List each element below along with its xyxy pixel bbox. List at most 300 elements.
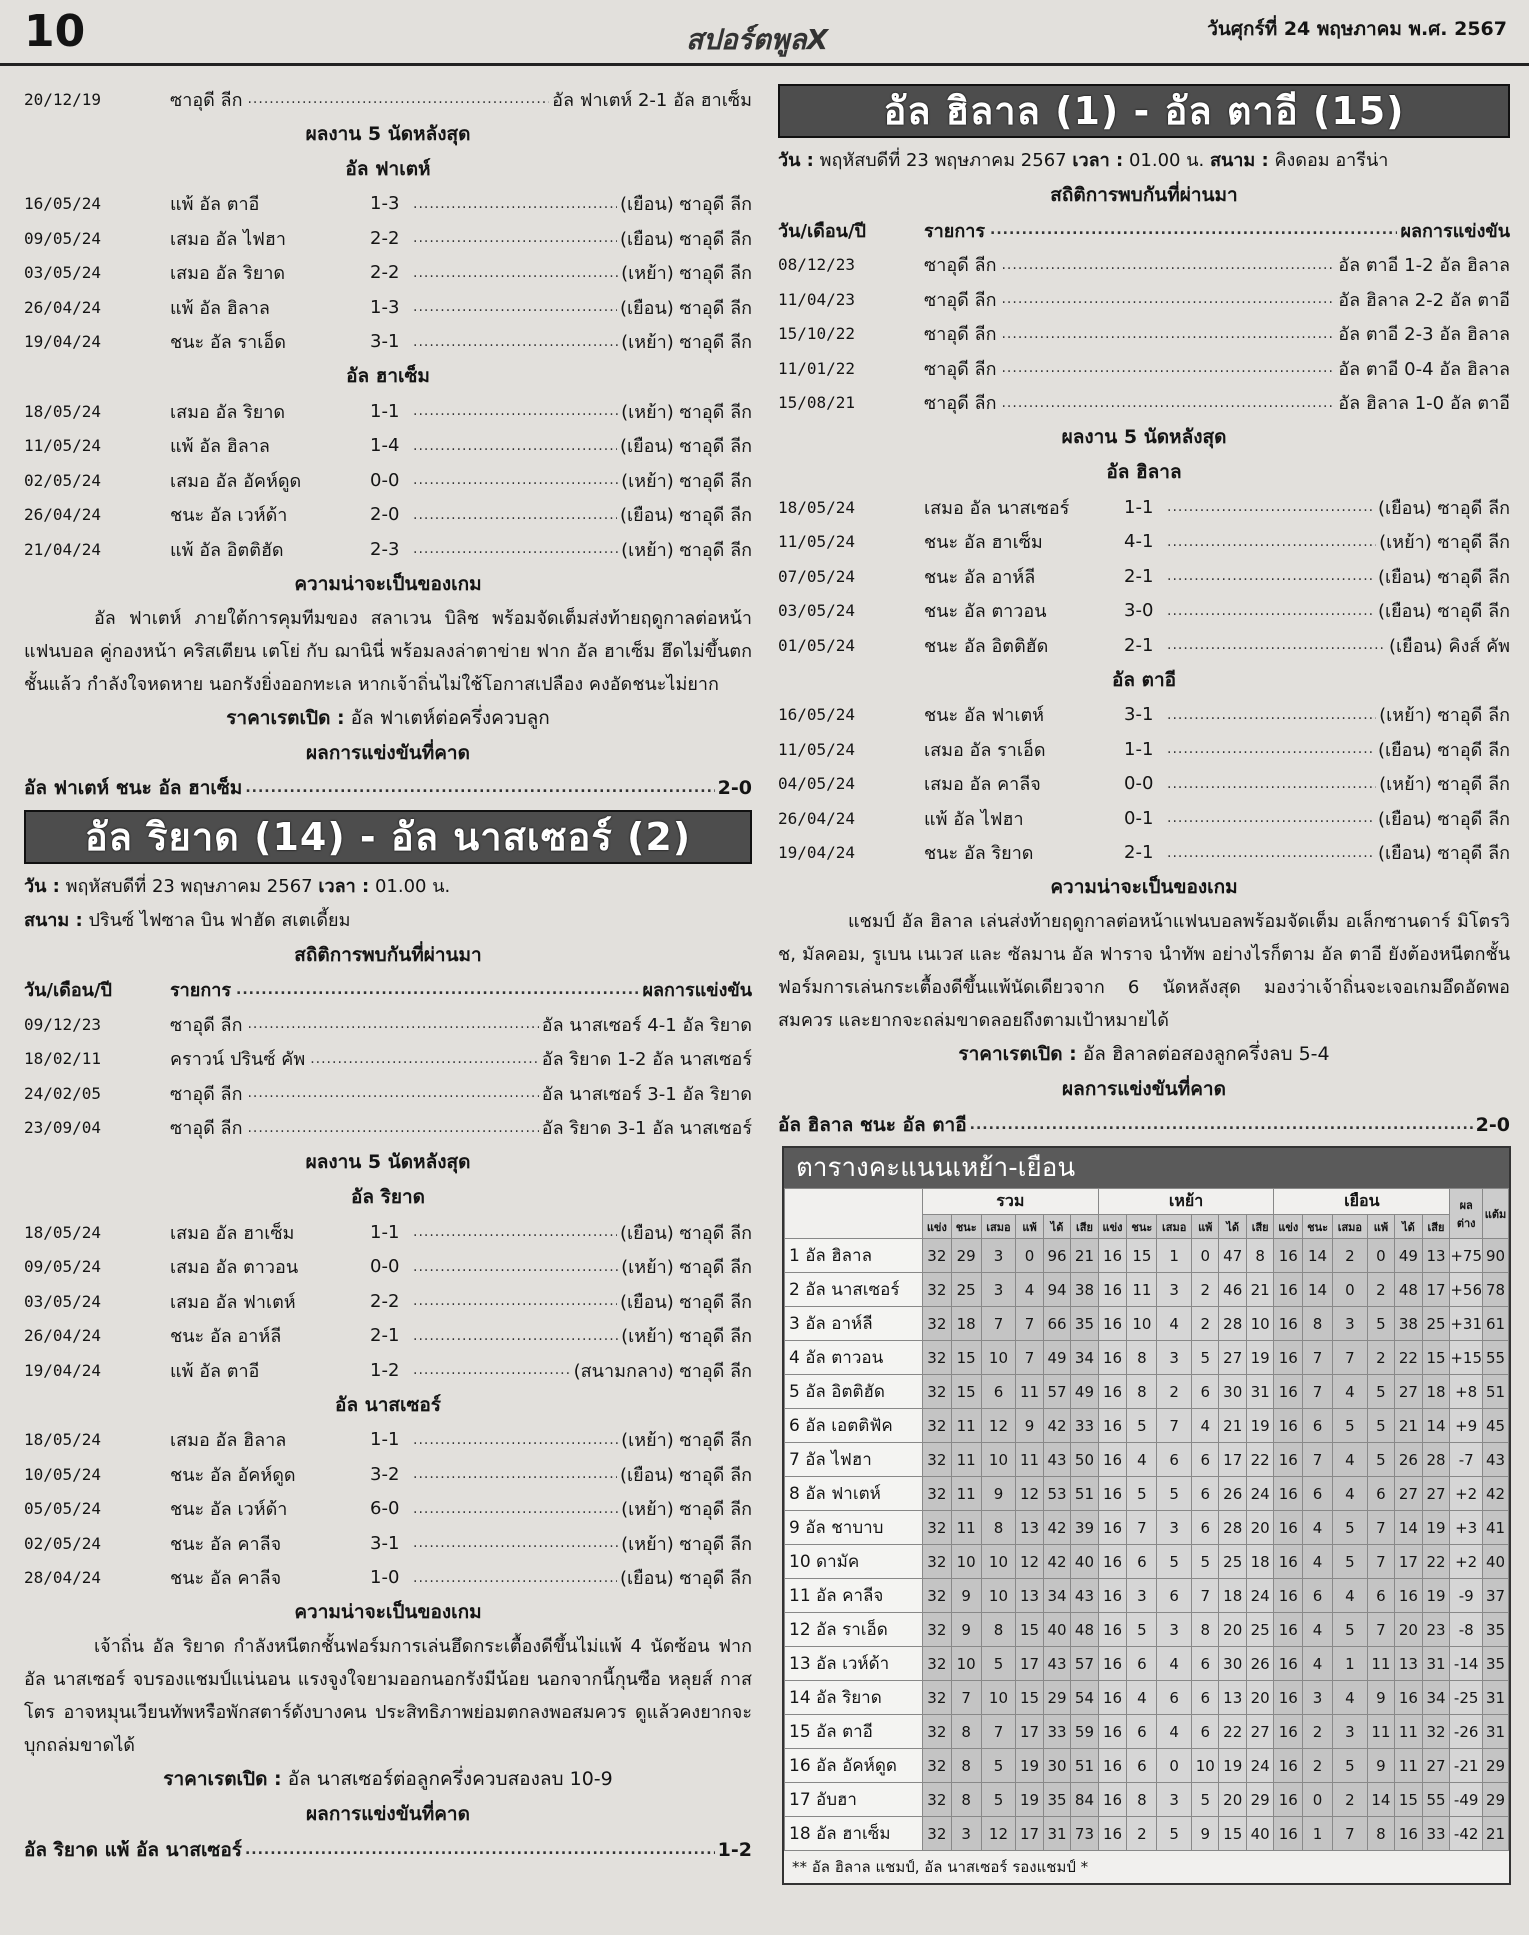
subcol-header: แพ้ <box>1016 1215 1043 1239</box>
subcol-header: แพ้ <box>1192 1215 1219 1239</box>
stat-cell: 17 <box>1016 1817 1043 1851</box>
stat-cell: 20 <box>1246 1681 1273 1715</box>
stat-cell: 29 <box>1246 1783 1273 1817</box>
stat-cell: 16 <box>1274 1681 1303 1715</box>
stat-cell: 32 <box>923 1341 952 1375</box>
h2h-row <box>24 1076 752 1111</box>
stat-cell: 5 <box>1192 1783 1219 1817</box>
stat-cell: 31 <box>1043 1817 1070 1851</box>
stat-cell: 21 <box>1246 1273 1273 1307</box>
match-score: 2-2 <box>370 262 400 284</box>
match-score: 1-3 <box>370 193 400 215</box>
h2h-row: 20/12/19 ซาอุดี ลีก ..... อัล ฟาเตห์ 2-1 อัล ฮาเซ็ม <box>24 82 752 117</box>
points: 40 <box>1483 1545 1509 1579</box>
match-result: เสมอ อัล ฟาเตห์ <box>170 1291 296 1313</box>
form-list <box>778 490 1510 663</box>
match-venue-comp: (เหย้า) ซาอุดี ลีก <box>621 1499 752 1521</box>
stat-cell: 16 <box>1098 1817 1127 1851</box>
table-row <box>785 1511 1509 1545</box>
stat-cell: 3 <box>1157 1783 1192 1817</box>
stat-cell: 4 <box>1303 1647 1333 1681</box>
stat-cell: 16 <box>1274 1443 1303 1477</box>
probability-text: อัล ฟาเตห์ ภายใต้การคุมทีมของ สลาเวน บิลิช พร้อมจัดเต็มส่งท้ายฤดูกาลต่อหน้าแฟนบอล คู่กองหน้า คริสเตียน เตโย่ กับ ฌานินี่ พร้อมลงล่าตาข่าย ฟาก อัล ฮาเซ็ม ฮึดไม่ขึ้นตกชั้นแล้ว กำลังใจหดหาย นอกรังยิ่งออกทะเล หากเจ้าถิ่นไม่ใช้โอกาสเปลือง คงอัดชนะไม่ยาก <box>24 607 752 695</box>
team-name: 5 อัล อิตติฮัด <box>785 1375 923 1409</box>
match-score: 1-0 <box>370 1567 400 1589</box>
match-score: 3-1 <box>370 331 400 353</box>
match-banner: อัล ฮิลาล (1) - อัล ตาอี (15) <box>778 84 1510 138</box>
stat-cell: 7 <box>1016 1341 1043 1375</box>
goal-diff: -21 <box>1450 1749 1483 1783</box>
stat-cell: 1 <box>1303 1817 1333 1851</box>
stat-cell: 8 <box>951 1783 981 1817</box>
stat-cell: 4 <box>1333 1443 1368 1477</box>
table-row <box>785 1647 1509 1681</box>
prediction-title: ผลการแข่งขันที่คาด <box>306 741 470 764</box>
stat-cell: 27 <box>1219 1341 1246 1375</box>
stat-cell: 1 <box>1333 1647 1368 1681</box>
match-date: 02/05/24 <box>24 470 102 490</box>
goal-diff: -9 <box>1450 1579 1483 1613</box>
stat-cell: 19 <box>1246 1341 1273 1375</box>
stat-cell: 49 <box>1043 1341 1070 1375</box>
stat-cell: 16 <box>1395 1579 1422 1613</box>
stat-cell: 5 <box>981 1749 1016 1783</box>
stat-cell: 11 <box>1127 1273 1157 1307</box>
stat-cell: 53 <box>1043 1477 1070 1511</box>
h2h-result: อัล ริยาด 3-1 อัล นาสเซอร์ <box>541 1118 752 1140</box>
h2h-result: อัล ฮิลาล 1-0 อัล ตาอี <box>1338 393 1510 415</box>
h2h-list <box>778 248 1510 421</box>
match-score: 3-1 <box>1124 704 1154 726</box>
stat-cell: 46 <box>1219 1273 1246 1307</box>
stat-cell: 19 <box>1219 1749 1246 1783</box>
stat-cell: 48 <box>1071 1613 1098 1647</box>
points: 29 <box>1483 1749 1509 1783</box>
match-venue-comp: (เยือน) ซาอุดี ลีก <box>619 505 752 527</box>
stat-cell: 9 <box>1367 1749 1394 1783</box>
h2h-competition: ซาอุดี ลีก <box>170 1014 243 1036</box>
h2h-row <box>24 1042 752 1077</box>
match-venue-comp: (เยือน) ซาอุดี ลีก <box>1377 566 1510 588</box>
stat-cell: 5 <box>1367 1409 1394 1443</box>
team-name: 11 อัล คาลีจ <box>785 1579 923 1613</box>
prediction-title: ผลการแข่งขันที่คาด <box>306 1803 470 1825</box>
table-row <box>785 1817 1509 1851</box>
match-date: 01/05/24 <box>778 635 856 655</box>
stat-cell: 25 <box>1246 1613 1273 1647</box>
stat-cell: 16 <box>1274 1715 1303 1749</box>
match-venue-comp: (เยือน) ซาอุดี ลีก <box>1377 739 1510 761</box>
match-result: แพ้ อัล ฮิลาล <box>170 297 270 319</box>
form-row <box>24 463 752 498</box>
form-row <box>778 525 1510 560</box>
stat-cell: 6 <box>1192 1375 1219 1409</box>
opening-odds: ราคาเรตเปิด : อัล นาสเซอร์ต่อลูกครึ่งควบสองลบ 10-9 <box>163 1768 613 1790</box>
points: 42 <box>1483 1477 1509 1511</box>
h2h-result: อัล ริยาด 1-2 อัล นาสเซอร์ <box>541 1049 752 1071</box>
stat-cell: 5 <box>1157 1477 1192 1511</box>
stat-cell: 2 <box>1192 1273 1219 1307</box>
probability-text: เจ้าถิ่น อัล ริยาด กำลังหนีตกชั้นฟอร์มการเล่นฮึดกระเตื้องดีขึ้นไม่แพ้ 4 นัดซ้อน ฟาก อัล นาสเซอร์ จบรองแชมป์แน่นอน แรงจูงใจยามออกนอกรังมีน้อย นอกจากนี้กุนซือ หลุยส์ กาสโตร อาจหมุนเวียนทัพหรือพักสตาร์ดังบางคน ประสิทธิภาพย่อมตกลงพอสมควร ดูแล้วคงยากจะบุกถล่มขาดได้ <box>24 1636 752 1756</box>
stat-cell: 6 <box>1192 1681 1219 1715</box>
stat-cell: 8 <box>1192 1613 1219 1647</box>
form-row <box>24 1215 752 1250</box>
prediction: อัล ริยาด แพ้ อัล นาสเซอร์ ..... 1-2 <box>24 1832 752 1867</box>
points: 90 <box>1483 1239 1509 1273</box>
stat-cell: 96 <box>1043 1239 1070 1273</box>
stat-cell: 16 <box>1098 1715 1127 1749</box>
stat-cell: 5 <box>1367 1375 1394 1409</box>
match-result: เสมอ อัล ตาวอน <box>170 1257 299 1279</box>
stat-cell: 7 <box>1303 1375 1333 1409</box>
match-venue-comp: (เหย้า) ซาอุดี ลีก <box>621 539 752 561</box>
stat-cell: 3 <box>1303 1681 1333 1715</box>
match-venue-comp: (เหย้า) ซาอุดี ลีก <box>1379 532 1510 554</box>
stat-cell: 94 <box>1043 1273 1070 1307</box>
match-venue-comp: (เยือน) ซาอุดี ลีก <box>1377 808 1510 830</box>
match-banner: อัล ริยาด (14) - อัล นาสเซอร์ (2) <box>24 810 752 864</box>
stat-cell: 6 <box>1127 1647 1157 1681</box>
prediction-title: ผลการแข่งขันที่คาด <box>1062 1078 1226 1100</box>
stat-cell: 10 <box>1192 1749 1219 1783</box>
stat-cell: 3 <box>951 1817 981 1851</box>
stat-cell: 16 <box>1098 1613 1127 1647</box>
match-score: 6-0 <box>370 1498 400 1520</box>
stat-cell: 15 <box>1016 1613 1043 1647</box>
form-row <box>24 290 752 325</box>
form-row <box>24 1250 752 1285</box>
stat-cell: 3 <box>1157 1341 1192 1375</box>
stat-cell: 5 <box>1127 1613 1157 1647</box>
match-venue-comp: (เยือน) ซาอุดี ลีก <box>1377 497 1510 519</box>
h2h-competition: ซาอุดี ลีก <box>924 289 997 311</box>
stat-cell: 40 <box>1043 1613 1070 1647</box>
h2h-result: อัล ตาอี 2-3 อัล ฮิลาล <box>1338 324 1510 346</box>
stat-cell: 17 <box>1395 1545 1422 1579</box>
stat-cell: 8 <box>981 1613 1016 1647</box>
stat-cell: 10 <box>981 1545 1016 1579</box>
prediction: อัล ฮิลาล ชนะ อัล ตาอี ..... 2-0 <box>778 1107 1510 1142</box>
match-venue: สนาม : ปรินซ์ ไฟซาล บิน ฟาฮัด สเตเดี้ยม <box>24 909 351 931</box>
stat-cell: 32 <box>923 1307 952 1341</box>
stat-cell: 16 <box>1098 1375 1127 1409</box>
match-score: 2-1 <box>370 1325 400 1347</box>
match-result: เสมอ อัล อัคห์ดูด <box>170 470 302 492</box>
stat-cell: 49 <box>1071 1375 1098 1409</box>
stat-cell: 16 <box>1098 1545 1127 1579</box>
stat-cell: 43 <box>1071 1579 1098 1613</box>
stat-cell: 0 <box>1333 1273 1368 1307</box>
table-row <box>785 1545 1509 1579</box>
prediction: อัล ฟาเตห์ ชนะ อัล ฮาเซ็ม ..... 2-0 <box>24 771 752 806</box>
team-name: 2 อัล นาสเซอร์ <box>785 1273 923 1307</box>
stat-cell: 0 <box>1192 1239 1219 1273</box>
form-row <box>778 628 1510 663</box>
h2h-result: อัล ฮิลาล 2-2 อัล ตาอี <box>1338 289 1510 311</box>
match-score: 1-1 <box>370 1221 400 1243</box>
table-row <box>785 1239 1509 1273</box>
match-venue-comp: (เหย้า) ซาอุดี ลีก <box>621 1326 752 1348</box>
match-venue-comp: (เยือน) ซาอุดี ลีก <box>619 436 752 458</box>
left-column <box>24 82 752 1867</box>
stat-cell: 17 <box>1016 1647 1043 1681</box>
match-date: 09/05/24 <box>24 228 102 248</box>
stat-cell: 10 <box>981 1341 1016 1375</box>
stat-cell: 16 <box>1274 1579 1303 1613</box>
points: 41 <box>1483 1511 1509 1545</box>
match-date: 11/05/24 <box>778 532 856 552</box>
points: 78 <box>1483 1273 1509 1307</box>
goal-diff: -26 <box>1450 1715 1483 1749</box>
stat-cell: 8 <box>1127 1341 1157 1375</box>
match-score: 2-2 <box>370 227 400 249</box>
match-venue-comp: (เยือน) ซาอุดี ลีก <box>619 1291 752 1313</box>
form-row <box>24 221 752 256</box>
stat-cell: 5 <box>1157 1545 1192 1579</box>
stat-cell: 57 <box>1071 1647 1098 1681</box>
stat-cell: 4 <box>1157 1715 1192 1749</box>
stat-cell: 7 <box>1367 1613 1394 1647</box>
stat-cell: 17 <box>1219 1443 1246 1477</box>
form-row <box>24 429 752 464</box>
h2h-competition: ซาอุดี ลีก <box>924 324 997 346</box>
stat-cell: 18 <box>1422 1375 1450 1409</box>
stat-cell: 4 <box>1127 1681 1157 1715</box>
stat-cell: 19 <box>1422 1511 1450 1545</box>
points: 35 <box>1483 1613 1509 1647</box>
stat-cell: 11 <box>951 1477 981 1511</box>
stat-cell: 16 <box>1395 1681 1422 1715</box>
stat-cell: 42 <box>1043 1545 1070 1579</box>
table-row <box>785 1341 1509 1375</box>
standings-footnote: ** อัล ฮิลาล แชมป์, อัล นาสเซอร์ รองแชมป์ * <box>792 1858 1089 1876</box>
stat-cell: 3 <box>1157 1273 1192 1307</box>
match-date: 04/05/24 <box>778 774 856 794</box>
stat-cell: 13 <box>1016 1511 1043 1545</box>
stat-cell: 5 <box>981 1783 1016 1817</box>
match-date: 26/04/24 <box>24 297 102 317</box>
table-row <box>785 1443 1509 1477</box>
form-row <box>24 1423 752 1458</box>
stat-cell: 25 <box>951 1273 981 1307</box>
stat-cell: 6 <box>1127 1749 1157 1783</box>
stat-cell: 13 <box>1219 1681 1246 1715</box>
match-date: 03/05/24 <box>24 263 102 283</box>
stat-cell: 14 <box>1422 1409 1450 1443</box>
h2h-header: วัน/เดือน/ปี รายการ ..... ผลการแข่งขัน <box>24 973 752 1008</box>
stat-cell: 6 <box>1367 1579 1394 1613</box>
stat-cell: 32 <box>923 1579 952 1613</box>
stat-cell: 2 <box>1303 1715 1333 1749</box>
goal-diff: -49 <box>1450 1783 1483 1817</box>
stat-cell: 8 <box>951 1715 981 1749</box>
stat-cell: 0 <box>1303 1783 1333 1817</box>
stat-cell: 6 <box>1192 1477 1219 1511</box>
match-result: แพ้ อัล ไฟฮา <box>924 808 1024 830</box>
stat-cell: 10 <box>1246 1307 1273 1341</box>
match-date: 11/05/24 <box>778 739 856 759</box>
goal-diff: +2 <box>1450 1545 1483 1579</box>
match-date: 19/04/24 <box>24 332 102 352</box>
stat-cell: 3 <box>1333 1307 1368 1341</box>
form-list <box>24 187 752 360</box>
stat-cell: 24 <box>1246 1749 1273 1783</box>
stat-cell: 6 <box>1192 1715 1219 1749</box>
match-score: 1-1 <box>370 1429 400 1451</box>
match-venue-comp: (เยือน) ซาอุดี ลีก <box>619 1568 752 1590</box>
stat-cell: 18 <box>951 1307 981 1341</box>
stat-cell: 16 <box>1274 1239 1303 1273</box>
stat-cell: 16 <box>1274 1409 1303 1443</box>
h2h-date: 15/10/22 <box>778 324 856 344</box>
group-total: รวม <box>923 1189 1099 1215</box>
stat-cell: 12 <box>981 1817 1016 1851</box>
team-name: 13 อัล เวห์ด้า <box>785 1647 923 1681</box>
match-result: ชนะ อัล ฮาเซ็ม <box>924 532 1043 554</box>
team-name: 15 อัล ตาอี <box>785 1715 923 1749</box>
table-row <box>785 1307 1509 1341</box>
form-list <box>24 1215 752 1388</box>
table-row <box>785 1409 1509 1443</box>
match-score: 2-0 <box>370 504 400 526</box>
stat-cell: 4 <box>1303 1613 1333 1647</box>
match-score: 1-1 <box>1124 738 1154 760</box>
points: 31 <box>1483 1681 1509 1715</box>
stat-cell: 20 <box>1246 1511 1273 1545</box>
stat-cell: 6 <box>1157 1579 1192 1613</box>
stat-cell: 14 <box>1303 1239 1333 1273</box>
team-name: 3 อัล อาห์ลี <box>785 1307 923 1341</box>
h2h-competition: ซาอุดี ลีก <box>924 255 997 277</box>
form-list <box>24 1423 752 1596</box>
goal-diff: -14 <box>1450 1647 1483 1681</box>
subcol-header: ชนะ <box>1127 1215 1157 1239</box>
stat-cell: 16 <box>1098 1783 1127 1817</box>
stat-cell: 16 <box>1274 1477 1303 1511</box>
stat-cell: 16 <box>1098 1409 1127 1443</box>
standings-table <box>782 1146 1511 1885</box>
probability-title: ความน่าจะเป็นของเกม <box>294 572 482 595</box>
stat-cell: 11 <box>951 1409 981 1443</box>
stat-cell: 42 <box>1043 1409 1070 1443</box>
stat-cell: 16 <box>1274 1613 1303 1647</box>
team-name: 10 ดามัค <box>785 1545 923 1579</box>
match-date: 16/05/24 <box>24 194 102 214</box>
form-row <box>24 187 752 222</box>
team-title: อัล ฮิลาล <box>1106 461 1182 483</box>
h2h-row <box>778 317 1510 352</box>
team-title: อัล ตาอี <box>1111 668 1177 691</box>
goal-diff: -42 <box>1450 1817 1483 1851</box>
stat-cell: 6 <box>1127 1545 1157 1579</box>
h2h-header: วัน/เดือน/ปี รายการ ..... ผลการแข่งขัน <box>778 213 1510 248</box>
match-date: 03/05/24 <box>778 601 856 621</box>
stat-cell: 10 <box>1127 1307 1157 1341</box>
table-row <box>785 1273 1509 1307</box>
h2h-date: 08/12/23 <box>778 255 856 275</box>
match-result: เสมอ อัล ริยาด <box>170 263 286 285</box>
match-result: ชนะ อัล ฟาเตห์ <box>924 705 1045 727</box>
table-row <box>785 1715 1509 1749</box>
match-venue-comp: (เยือน) ซาอุดี ลีก <box>619 1464 752 1486</box>
stat-cell: 32 <box>923 1545 952 1579</box>
match-venue-comp: (เยือน) คิงส์ คัพ <box>1388 635 1510 657</box>
h2h-competition: ซาอุดี ลีก <box>924 358 997 380</box>
stat-cell: 15 <box>1016 1681 1043 1715</box>
h2h-row <box>24 1111 752 1146</box>
form-row <box>778 490 1510 525</box>
h2h-date: 23/09/04 <box>24 1118 102 1138</box>
match-venue-comp: (เหย้า) ซาอุดี ลีก <box>621 401 752 423</box>
form-row <box>24 1284 752 1319</box>
stat-cell: 33 <box>1043 1715 1070 1749</box>
subcol-header: แข่ง <box>1098 1215 1127 1239</box>
h2h-competition: ซาอุดี ลีก <box>170 1118 243 1140</box>
page-header <box>0 0 1529 66</box>
stat-cell: 2 <box>1127 1817 1157 1851</box>
form-list <box>778 698 1510 871</box>
goal-diff: -8 <box>1450 1613 1483 1647</box>
stat-cell: 16 <box>1274 1749 1303 1783</box>
form-title: ผลงาน 5 นัดหลังสุด <box>1061 426 1227 448</box>
match-score: 0-0 <box>370 469 400 491</box>
form-row <box>24 1526 752 1561</box>
subcol-header: แพ้ <box>1367 1215 1394 1239</box>
match-date: 18/05/24 <box>24 1222 102 1242</box>
match-date: 26/04/24 <box>24 1326 102 1346</box>
stat-cell: 15 <box>1395 1783 1422 1817</box>
points-header: แต้ม <box>1483 1189 1509 1239</box>
goal-diff: -7 <box>1450 1443 1483 1477</box>
group-away: เยือน <box>1274 1189 1450 1215</box>
stat-cell: 38 <box>1071 1273 1098 1307</box>
stat-cell: 15 <box>951 1375 981 1409</box>
table-row <box>785 1681 1509 1715</box>
stat-cell: 32 <box>923 1749 952 1783</box>
match-score: 2-1 <box>1124 842 1154 864</box>
stat-cell: 16 <box>1098 1239 1127 1273</box>
stat-cell: 47 <box>1219 1239 1246 1273</box>
stat-cell: 32 <box>923 1409 952 1443</box>
match-venue-comp: (เหย้า) ซาอุดี ลีก <box>1379 774 1510 796</box>
stat-cell: 5 <box>1333 1613 1368 1647</box>
stat-cell: 15 <box>1127 1239 1157 1273</box>
stat-cell: 15 <box>1219 1817 1246 1851</box>
stat-cell: 22 <box>1246 1443 1273 1477</box>
stat-cell: 24 <box>1246 1579 1273 1613</box>
stat-cell: 11 <box>951 1511 981 1545</box>
stat-cell: 17 <box>1422 1273 1450 1307</box>
stat-cell: 16 <box>1395 1817 1422 1851</box>
team-name: 7 อัล ไฟฮา <box>785 1443 923 1477</box>
points: 37 <box>1483 1579 1509 1613</box>
team-name: 1 อัล ฮิลาล <box>785 1239 923 1273</box>
match-result: ชนะ อัล เวห์ด้า <box>170 1499 288 1521</box>
stat-cell: 6 <box>1192 1511 1219 1545</box>
h2h-date: 15/08/21 <box>778 393 856 413</box>
match-result: แพ้ อัล ตาอี <box>170 1360 260 1382</box>
table-row <box>785 1783 1509 1817</box>
h2h-result: อัล นาสเซอร์ 4-1 อัล ริยาด <box>541 1014 752 1036</box>
h2h-date: 09/12/23 <box>24 1014 102 1034</box>
stat-cell: 48 <box>1395 1273 1422 1307</box>
stat-cell: 32 <box>923 1783 952 1817</box>
stat-cell: 0 <box>1367 1239 1394 1273</box>
match-date: 21/04/24 <box>24 539 102 559</box>
stat-cell: 19 <box>1016 1749 1043 1783</box>
goal-diff: +15 <box>1450 1341 1483 1375</box>
form-row <box>778 594 1510 629</box>
